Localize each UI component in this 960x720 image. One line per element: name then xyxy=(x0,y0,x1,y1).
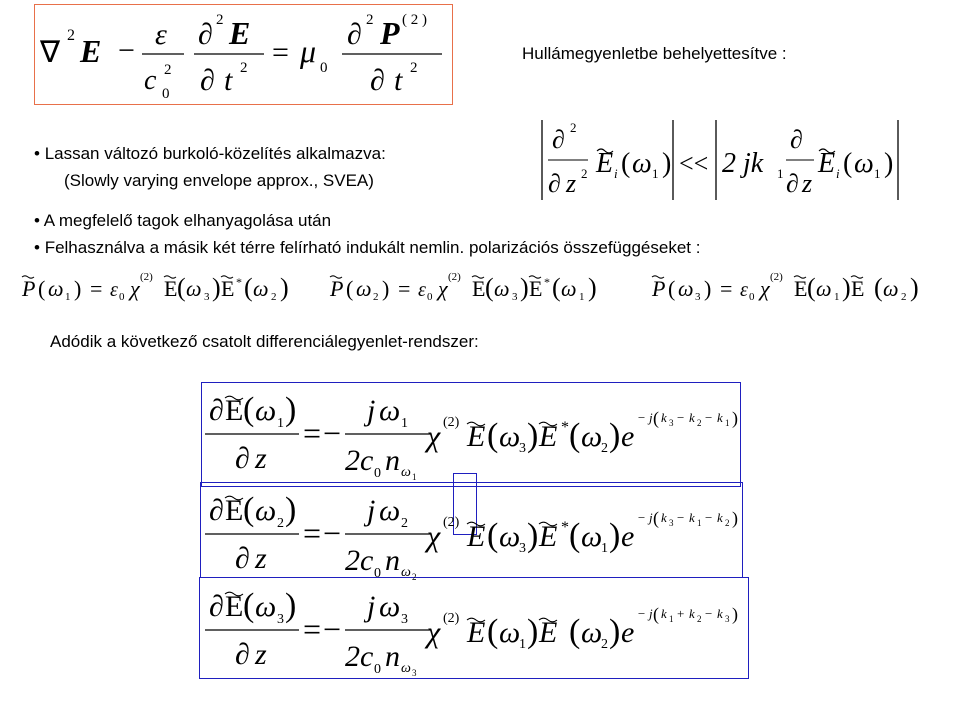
neglect-text: A megfelelő tagok elhanyagolása után xyxy=(43,211,332,230)
svg-text:E: E xyxy=(225,494,244,527)
coupled-equation-2 xyxy=(205,491,738,582)
svg-text:∂: ∂ xyxy=(347,18,362,51)
svg-text:3: 3 xyxy=(519,541,526,556)
svg-text:z: z xyxy=(255,442,267,475)
svg-text:2c: 2c xyxy=(345,444,374,477)
svg-text:<<: << xyxy=(679,149,709,178)
svg-text:k: k xyxy=(717,410,723,425)
svg-text:n: n xyxy=(385,640,400,673)
svg-text:ω: ω xyxy=(401,661,411,676)
svg-text:ω: ω xyxy=(581,616,603,649)
svg-text:): ) xyxy=(732,508,738,528)
svg-text:−: − xyxy=(118,34,135,67)
svg-text:): ) xyxy=(527,417,539,454)
svg-text:*: * xyxy=(236,275,242,289)
svg-text:E: E xyxy=(467,420,486,453)
svg-text:(: ( xyxy=(346,276,354,301)
svg-text:(: ( xyxy=(653,604,659,624)
svg-text:χ: χ xyxy=(760,276,770,301)
svg-text:2: 2 xyxy=(401,516,408,531)
svg-text:): ) xyxy=(212,273,221,302)
svg-text:E: E xyxy=(467,520,486,553)
svg-text:ω: ω xyxy=(255,494,277,527)
svg-text:(: ( xyxy=(668,276,676,301)
svg-text:k: k xyxy=(717,606,723,621)
svg-text:E: E xyxy=(164,276,178,301)
svg-text:k: k xyxy=(661,606,667,621)
svg-text:χ: χ xyxy=(427,616,441,649)
svg-text:(: ( xyxy=(487,417,499,454)
nabla-symbol: ∇ xyxy=(40,36,61,69)
svg-text:2c: 2c xyxy=(345,640,374,673)
svg-text:1: 1 xyxy=(777,166,784,181)
svg-text:=: = xyxy=(303,415,322,451)
svg-text:ω: ω xyxy=(494,276,510,301)
svg-text:∂: ∂ xyxy=(552,125,565,154)
svg-text:−: − xyxy=(705,606,713,621)
svg-text:( 2 ): ( 2 ) xyxy=(402,12,427,28)
svg-text:ω: ω xyxy=(581,420,603,453)
svg-text:1: 1 xyxy=(725,418,730,428)
svg-text:(: ( xyxy=(621,148,631,179)
svg-text:ω: ω xyxy=(379,590,401,623)
svg-text:): ) xyxy=(609,517,621,554)
svg-text:χ: χ xyxy=(438,276,448,301)
svg-text:2: 2 xyxy=(570,120,577,135)
svg-text:2: 2 xyxy=(240,60,248,76)
svg-text:∂: ∂ xyxy=(209,590,224,623)
svg-text:2: 2 xyxy=(366,12,374,28)
svg-text:E: E xyxy=(225,394,244,427)
svg-text:E: E xyxy=(818,148,836,179)
svg-text:−: − xyxy=(705,510,713,525)
svg-text:(: ( xyxy=(244,273,253,302)
svg-text:): ) xyxy=(910,273,919,302)
svg-text:j: j xyxy=(367,394,376,427)
svg-text:E: E xyxy=(539,420,558,453)
coupled-equations xyxy=(199,382,759,682)
svg-text:(: ( xyxy=(38,276,46,301)
svg-text:ω: ω xyxy=(379,394,401,427)
svg-text:ω: ω xyxy=(186,276,202,301)
svg-text:*: * xyxy=(561,519,569,536)
svg-text:ω: ω xyxy=(678,276,694,301)
svg-text:): ) xyxy=(732,604,738,624)
svg-text:ε: ε xyxy=(740,279,748,301)
svg-text:): ) xyxy=(732,408,738,428)
svg-text:k: k xyxy=(661,410,667,425)
svg-text:1: 1 xyxy=(401,416,408,431)
svg-text:−: − xyxy=(323,611,342,647)
svg-text:+: + xyxy=(677,606,685,621)
svg-text:−: − xyxy=(705,410,713,425)
svg-text:1: 1 xyxy=(669,614,674,624)
svg-text:2: 2 xyxy=(373,291,379,303)
svg-text:(: ( xyxy=(874,273,883,302)
svg-text:k: k xyxy=(689,606,695,621)
polarization-relations xyxy=(18,266,938,310)
svg-text:∂: ∂ xyxy=(209,394,224,427)
svg-text:): ) xyxy=(704,276,712,301)
svg-text:): ) xyxy=(588,273,597,302)
svg-text:1: 1 xyxy=(412,472,417,482)
svg-text:*: * xyxy=(544,275,550,289)
svg-text:ε: ε xyxy=(110,279,118,301)
svg-text:(2): (2) xyxy=(140,271,153,283)
svg-text:− j: − j xyxy=(637,410,653,425)
svg-text:ω: ω xyxy=(401,565,411,580)
svg-text:χ: χ xyxy=(427,520,441,553)
svg-text:): ) xyxy=(662,148,672,179)
svg-text:ω: ω xyxy=(401,465,411,480)
svg-text:e: e xyxy=(621,520,635,553)
svg-text:ε: ε xyxy=(155,18,167,51)
svg-text:1: 1 xyxy=(697,518,702,528)
using-bullet: • Felhasználva a másik két térre felírható indukált nemlin. polarizációs összefüggéseket : xyxy=(34,238,701,257)
svg-text:ω: ω xyxy=(816,276,832,301)
svg-text:∂: ∂ xyxy=(235,442,250,475)
svg-text:∂: ∂ xyxy=(790,125,803,154)
svg-text:1: 1 xyxy=(874,166,881,181)
polarization-relation-3 xyxy=(651,271,919,303)
svg-text:∂: ∂ xyxy=(235,638,250,671)
svg-text:): ) xyxy=(609,417,621,454)
svg-text:k: k xyxy=(689,510,695,525)
svg-text:∂: ∂ xyxy=(786,169,799,198)
result-text: Adódik a következő csatolt differenciálegyenlet-rendszer: xyxy=(50,332,479,351)
svg-text:0: 0 xyxy=(749,291,755,303)
svg-text:(: ( xyxy=(177,273,186,302)
svg-text:(: ( xyxy=(653,408,659,428)
svg-text:n: n xyxy=(385,444,400,477)
svg-text:E: E xyxy=(472,276,486,301)
svg-text:): ) xyxy=(280,273,289,302)
svg-text:∂: ∂ xyxy=(209,494,224,527)
svg-text:3: 3 xyxy=(725,614,730,624)
substitution-label: Hullámegyenletbe behelyettesítve : xyxy=(522,44,787,63)
svg-text:k: k xyxy=(689,410,695,425)
svg-text:0: 0 xyxy=(374,566,381,581)
svg-text:2: 2 xyxy=(412,572,417,582)
svg-text:i: i xyxy=(614,166,618,181)
svg-text:ω: ω xyxy=(883,276,899,301)
svg-text:2: 2 xyxy=(216,12,224,28)
svg-text:3: 3 xyxy=(204,291,210,303)
svg-text:ω: ω xyxy=(632,148,652,179)
svg-text:(: ( xyxy=(487,517,499,554)
svg-text:(: ( xyxy=(485,273,494,302)
svg-text:ω: ω xyxy=(356,276,372,301)
svg-text:0: 0 xyxy=(320,60,328,76)
svg-text:=: = xyxy=(303,515,322,551)
svg-text:1: 1 xyxy=(65,291,71,303)
svg-text:2 jk: 2 jk xyxy=(722,148,764,179)
svg-text:(: ( xyxy=(569,517,581,554)
svg-text:2c: 2c xyxy=(345,544,374,577)
svg-text:3: 3 xyxy=(669,418,674,428)
svg-text:E: E xyxy=(539,520,558,553)
svg-text:E: E xyxy=(794,276,808,301)
svg-text:): ) xyxy=(285,391,297,428)
svg-text:1: 1 xyxy=(834,291,840,303)
svg-text:): ) xyxy=(842,273,851,302)
polarization-relation-1 xyxy=(21,271,289,303)
svg-text:3: 3 xyxy=(519,441,526,456)
svg-text:ω: ω xyxy=(561,276,577,301)
svg-text:(2): (2) xyxy=(443,415,460,430)
polarization-relation-2 xyxy=(329,271,597,303)
svg-text:−: − xyxy=(677,510,685,525)
svg-text:1: 1 xyxy=(579,291,585,303)
svg-text:t: t xyxy=(394,64,403,97)
svg-text:0: 0 xyxy=(374,466,381,481)
wave-equation xyxy=(34,4,453,105)
svg-text:ω: ω xyxy=(499,420,521,453)
neglect-bullet: • A megfelelő tagok elhanyagolása után xyxy=(34,211,332,230)
svg-text:0: 0 xyxy=(119,291,125,303)
svg-text:): ) xyxy=(884,148,894,179)
svg-text:n: n xyxy=(385,544,400,577)
svg-text:ε: ε xyxy=(418,279,426,301)
svg-text:z: z xyxy=(255,638,267,671)
svg-text:e: e xyxy=(621,420,635,453)
svg-text:E: E xyxy=(221,276,235,301)
svg-text:E: E xyxy=(229,15,251,51)
svg-text:z: z xyxy=(255,542,267,575)
svg-text:2: 2 xyxy=(697,418,702,428)
svg-text:(: ( xyxy=(552,273,561,302)
mu-symbol: μ xyxy=(300,33,317,69)
svg-text:j: j xyxy=(367,494,376,527)
svg-text:t: t xyxy=(224,64,233,97)
svg-text:*: * xyxy=(561,419,569,436)
svg-text:k: k xyxy=(717,510,723,525)
svg-text:P: P xyxy=(380,15,400,51)
svea-text-line1: Lassan változó burkoló-közelítés alkalmazva: xyxy=(44,144,386,163)
svg-text:2: 2 xyxy=(277,516,284,531)
svg-text:2: 2 xyxy=(601,637,608,652)
svg-text:∂: ∂ xyxy=(235,542,250,575)
svg-text:1: 1 xyxy=(519,637,526,652)
svea-inequality xyxy=(530,116,910,208)
svg-text:3: 3 xyxy=(401,612,408,627)
svg-text:2: 2 xyxy=(271,291,277,303)
svg-text:(: ( xyxy=(569,417,581,454)
svg-text:∂: ∂ xyxy=(370,64,385,97)
svg-text:−: − xyxy=(677,410,685,425)
svg-text:E: E xyxy=(467,616,486,649)
svg-text:e: e xyxy=(621,616,635,649)
svg-text:ω: ω xyxy=(48,276,64,301)
svg-text:): ) xyxy=(382,276,390,301)
svg-text:ω: ω xyxy=(253,276,269,301)
svg-text:− j: − j xyxy=(637,510,653,525)
svg-text:1: 1 xyxy=(277,416,284,431)
svg-text:ω: ω xyxy=(255,394,277,427)
svg-text:=: = xyxy=(398,276,411,301)
svg-text:=: = xyxy=(272,36,289,69)
svg-text:c: c xyxy=(144,65,157,96)
svea-text-line2: (Slowly varying envelope approx., SVEA) xyxy=(64,171,374,190)
svg-text:): ) xyxy=(285,491,297,528)
svg-text:): ) xyxy=(527,517,539,554)
svg-text:): ) xyxy=(527,613,539,650)
svg-text:(: ( xyxy=(569,613,581,650)
svg-text:ω: ω xyxy=(854,148,874,179)
svea-bullet: • Lassan változó burkoló-közelítés alkalmazva: xyxy=(34,144,386,163)
svg-text:2: 2 xyxy=(901,291,907,303)
e-field-symbol: E xyxy=(80,33,102,69)
svg-text:0: 0 xyxy=(162,86,170,102)
svg-text:E: E xyxy=(851,276,865,301)
svg-text:E: E xyxy=(225,590,244,623)
svg-text:): ) xyxy=(285,587,297,624)
svg-text:−: − xyxy=(323,515,342,551)
svg-text:1: 1 xyxy=(601,541,608,556)
svg-text:ω: ω xyxy=(499,520,521,553)
svg-text:=: = xyxy=(720,276,733,301)
svg-text:z: z xyxy=(566,169,577,198)
using-text: Felhasználva a másik két térre felírható indukált nemlin. polarizációs összefüggéseket : xyxy=(44,238,701,257)
svg-text:3: 3 xyxy=(412,668,417,678)
svg-text:ω: ω xyxy=(499,616,521,649)
svg-text:(: ( xyxy=(243,491,255,528)
svg-text:−: − xyxy=(323,415,342,451)
svg-text:): ) xyxy=(520,273,529,302)
coupled-equation-1 xyxy=(205,391,738,482)
svg-text:i: i xyxy=(836,166,840,181)
svg-text:j: j xyxy=(367,590,376,623)
svg-text:2: 2 xyxy=(697,614,702,624)
svg-text:χ: χ xyxy=(427,420,441,453)
svg-text:0: 0 xyxy=(427,291,433,303)
svg-text:=: = xyxy=(303,611,322,647)
svg-text:∂: ∂ xyxy=(198,18,213,51)
svg-text:2: 2 xyxy=(164,62,172,78)
svg-text:2: 2 xyxy=(67,27,75,44)
svg-text:3: 3 xyxy=(277,612,284,627)
svg-text:3: 3 xyxy=(695,291,701,303)
coupled-equation-3 xyxy=(205,587,738,678)
svg-text:(2): (2) xyxy=(448,271,461,283)
svg-text:E: E xyxy=(529,276,543,301)
svg-text:2: 2 xyxy=(725,518,730,528)
svg-text:∂: ∂ xyxy=(200,64,215,97)
svg-text:3: 3 xyxy=(669,518,674,528)
svg-text:1: 1 xyxy=(652,166,659,181)
svg-text:(: ( xyxy=(843,148,853,179)
svg-text:3: 3 xyxy=(512,291,518,303)
svg-text:2: 2 xyxy=(410,60,418,76)
svg-text:∂: ∂ xyxy=(548,169,561,198)
svg-text:E: E xyxy=(596,148,614,179)
svg-text:2: 2 xyxy=(601,441,608,456)
svg-text:P: P xyxy=(22,276,36,301)
svg-text:ω: ω xyxy=(581,520,603,553)
svg-text:): ) xyxy=(609,613,621,650)
svg-text:(: ( xyxy=(243,391,255,428)
svg-text:(: ( xyxy=(807,273,816,302)
svg-text:0: 0 xyxy=(374,662,381,677)
svg-text:E: E xyxy=(539,616,558,649)
svg-text:=: = xyxy=(90,276,103,301)
svg-text:(: ( xyxy=(487,613,499,650)
svg-text:(: ( xyxy=(653,508,659,528)
svg-text:ω: ω xyxy=(379,494,401,527)
svg-text:χ: χ xyxy=(130,276,140,301)
svg-text:): ) xyxy=(74,276,82,301)
svg-text:z: z xyxy=(802,169,813,198)
svg-text:(2): (2) xyxy=(443,515,460,530)
svg-text:− j: − j xyxy=(637,606,653,621)
svg-text:(: ( xyxy=(243,587,255,624)
svg-text:(2): (2) xyxy=(770,271,783,283)
svg-text:ω: ω xyxy=(255,590,277,623)
svg-text:(2): (2) xyxy=(443,611,460,626)
svg-text:P: P xyxy=(652,276,666,301)
svg-text:k: k xyxy=(661,510,667,525)
svg-text:P: P xyxy=(330,276,344,301)
svg-text:2: 2 xyxy=(581,166,588,181)
